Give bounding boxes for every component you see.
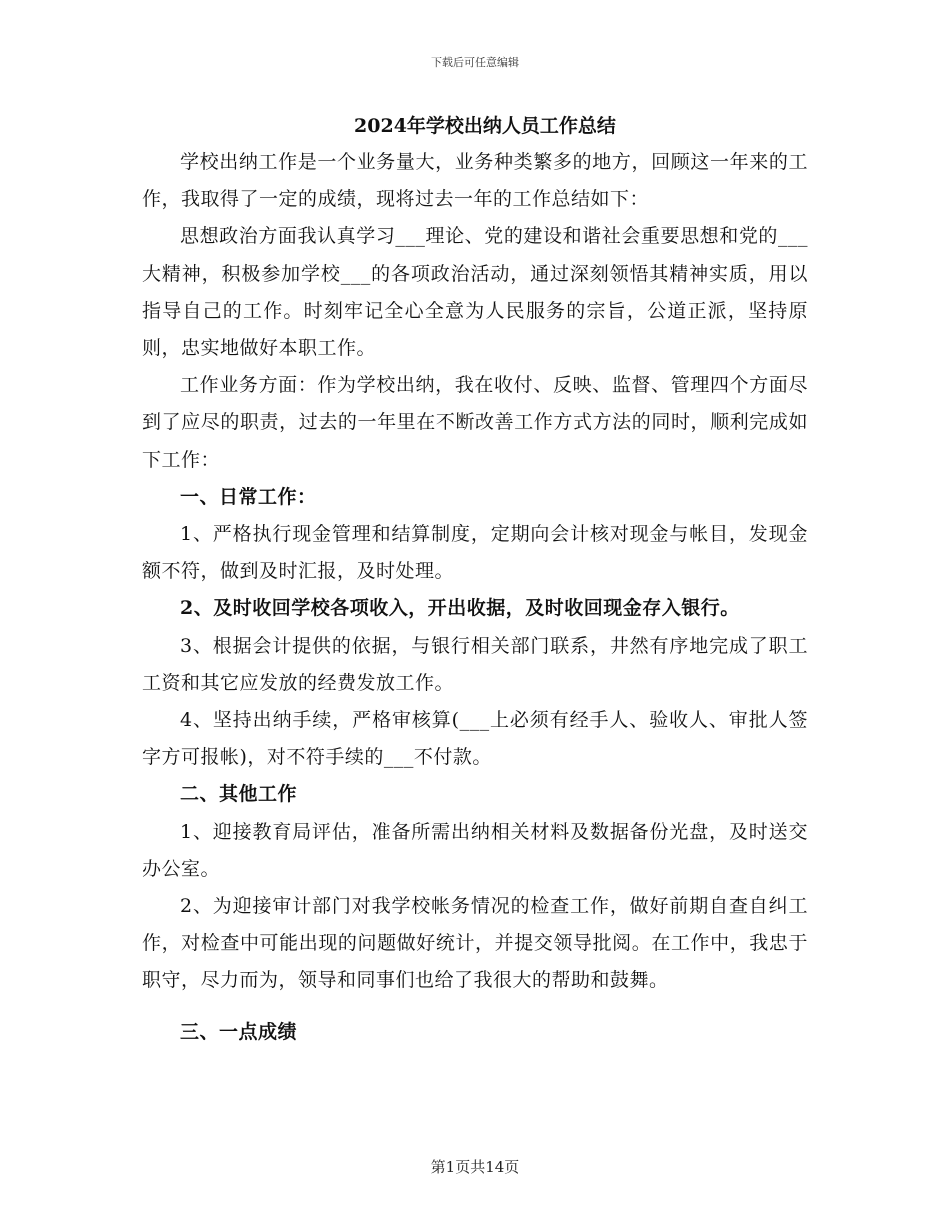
section1-item2: 2、及时收回学校各项收入，开出收据，及时收回现金存入银行。: [180, 597, 740, 620]
section1-item1: 1、严格执行现金管理和结算制度，定期向会计核对现金与帐目，发现金额不符，做到及时汇报，及时处理。: [142, 523, 808, 583]
business-paragraph: 工作业务方面：作为学校出纳，我在收付、反映、监督、管理四个方面尽到了应尽的职责，过去的一年里在不断改善工作方式方法的同时，顺利完成如下工作：: [142, 374, 808, 471]
section2-item2: 2、为迎接审计部门对我学校帐务情况的检查工作，做好前期自查自纠工作，对检查中可能出现的问题做好统计，并提交领导批阅。在工作中，我忠于职守，尽力而为，领导和同事们也给了我很大的帮助和鼓舞。: [142, 895, 808, 992]
document-body: [142, 112, 808, 1051]
page-footer: 第1页共14页: [430, 1158, 520, 1176]
page-header-note: 下载后可任意编辑: [431, 56, 519, 69]
politics-paragraph: 思想政治方面我认真学习___理论、党的建设和谐社会重要思想和党的___大精神，积极参加学校___的各项政治活动，通过深刻领悟其精神实质，用以指导自己的工作。时刻牢记全心全意为人民服务的宗旨，公道正派，坚持原则，忠实地做好本职工作。: [142, 225, 808, 360]
section2-heading: 二、其他工作: [180, 783, 298, 806]
section3-heading: 三、一点成绩: [180, 1020, 298, 1043]
intro-paragraph: 学校出纳工作是一个业务量大，业务种类繁多的地方，回顾这一年来的工作，我取得了一定的成绩，现将过去一年的工作总结如下：: [142, 151, 808, 211]
document-title: 2024年学校出纳人员工作总结: [354, 115, 616, 137]
section1-heading: 一、日常工作：: [180, 485, 317, 508]
section1-item4: 4、坚持出纳手续，严格审核算(___上必须有经手人、验收人、审批人签字方可报帐)，对不符手续的___不付款。: [142, 709, 808, 769]
section1-item3: 3、根据会计提供的依据，与银行相关部门联系，井然有序地完成了职工工资和其它应发放的经费发放工作。: [142, 634, 808, 694]
section2-item1: 1、迎接教育局评估，准备所需出纳相关材料及数据备份光盘，及时送交办公室。: [142, 820, 808, 880]
